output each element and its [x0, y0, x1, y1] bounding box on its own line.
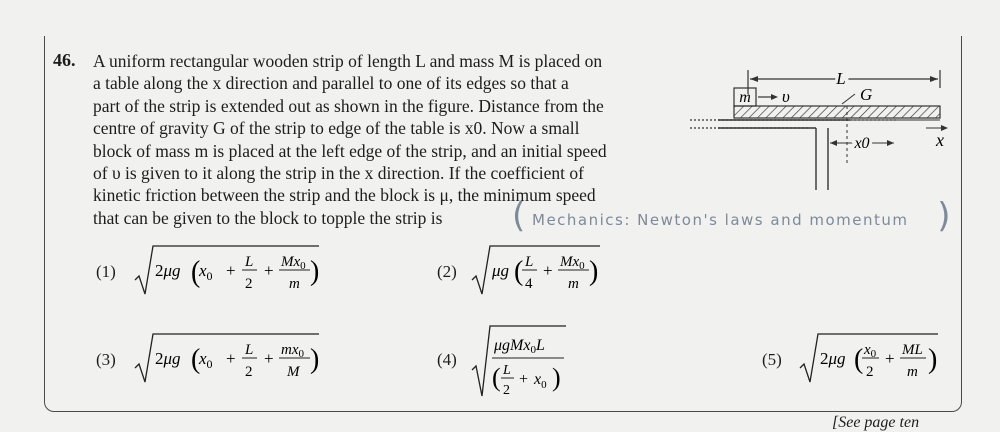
option-3-label: (3)	[96, 350, 116, 369]
svg-text:L: L	[245, 254, 254, 270]
svg-text:2: 2	[245, 364, 253, 380]
velocity-label: υ	[782, 87, 790, 106]
svg-text:2: 2	[245, 276, 253, 292]
wooden-strip	[734, 106, 940, 118]
svg-text:+: +	[543, 261, 553, 280]
option-1-label: (1)	[96, 262, 116, 281]
svg-text:(: (	[492, 363, 501, 392]
svg-text:μg: μg	[492, 261, 510, 280]
svg-text:L: L	[245, 342, 254, 358]
question-line: kinetic friction between the strip and the block is μ, the minimum speed	[93, 185, 596, 206]
option-5-label: (5)	[762, 350, 782, 369]
option-2-formula	[470, 242, 605, 300]
option-5-formula	[798, 330, 943, 388]
option-4-label: (4)	[437, 350, 457, 369]
svg-text:2μg: 2μg	[155, 349, 181, 368]
svg-text:(: (	[854, 344, 864, 375]
block-label: m	[739, 89, 751, 106]
question-line: block of mass m is placed at the left edge of the strip, and an initial speed	[93, 140, 607, 161]
svg-text:): )	[552, 363, 561, 392]
svg-text:2: 2	[503, 383, 510, 398]
svg-text:2μg: 2μg	[155, 261, 181, 280]
svg-text:): )	[310, 344, 320, 375]
question-line: a table along the x direction and parallel to one of its edges so that a	[93, 73, 569, 94]
cg-label: G	[860, 85, 873, 104]
svg-text:(: (	[191, 344, 201, 375]
question-number: 46.	[53, 50, 76, 70]
handwritten-note: ( Mechanics: Newton's laws and momentum )	[512, 196, 952, 236]
svg-text:+: +	[264, 349, 274, 368]
svg-text:+: +	[226, 261, 236, 280]
svg-text:(: (	[191, 255, 201, 289]
svg-text:Mx0: $Mx_0$	[560, 254, 585, 272]
svg-text:x0: $x_0$	[199, 261, 213, 283]
svg-text:m: m	[289, 276, 300, 292]
question-line: A uniform rectangular wooden strip of length L and mass M is placed on	[93, 51, 603, 71]
option-3-formula	[133, 330, 323, 388]
svg-text:ML: ML	[902, 342, 923, 358]
svg-text:mx0: $mx_0$	[281, 342, 304, 360]
question-line: that can be given to the block to topple the strip is	[93, 207, 443, 228]
question-line: centre of gravity G of the strip to edge of the table is x0. Now a small	[93, 118, 580, 139]
svg-text:M: M	[287, 364, 300, 380]
svg-text:): )	[928, 344, 938, 375]
strip-figure	[690, 66, 960, 196]
svg-text:2μg: 2μg	[820, 349, 846, 368]
handwritten-note-text: Mechanics: Newton's laws and momentum	[532, 211, 909, 229]
svg-text:L: L	[525, 254, 534, 270]
svg-text:L: L	[503, 363, 511, 378]
axis-label: x	[936, 130, 944, 150]
svg-text:Mx0: $Mx_0$	[281, 254, 306, 272]
svg-text:+: +	[885, 349, 895, 368]
svg-text:): )	[310, 256, 320, 287]
svg-text:): )	[589, 256, 599, 287]
svg-text:m: m	[907, 364, 918, 380]
svg-text:+: +	[519, 371, 529, 388]
svg-text:4: 4	[525, 276, 533, 292]
svg-text:+: +	[226, 349, 236, 368]
svg-text:+: +	[264, 261, 274, 280]
svg-text:μgMx0L: μgMx0L	[494, 337, 545, 356]
length-label: L	[836, 69, 846, 88]
svg-text:x0: $x_0$	[534, 371, 547, 391]
option-4-formula	[470, 322, 570, 400]
svg-text:(: (	[514, 256, 524, 287]
svg-text:x0: $x_0$	[199, 349, 213, 371]
question-line: of υ is given to it along the strip in the x direction. If the coefficient of	[93, 163, 584, 184]
option-2-label: (2)	[437, 262, 457, 281]
page-footer: [See page ten	[832, 414, 920, 431]
svg-text:2: 2	[866, 364, 874, 380]
question-line: part of the strip is extended out as shown in the figure. Distance from the	[93, 95, 604, 116]
svg-text:m: m	[568, 276, 579, 292]
offset-label: x0	[854, 135, 870, 152]
option-1-formula	[133, 242, 323, 300]
svg-text:x0: $x_0$	[864, 342, 877, 360]
